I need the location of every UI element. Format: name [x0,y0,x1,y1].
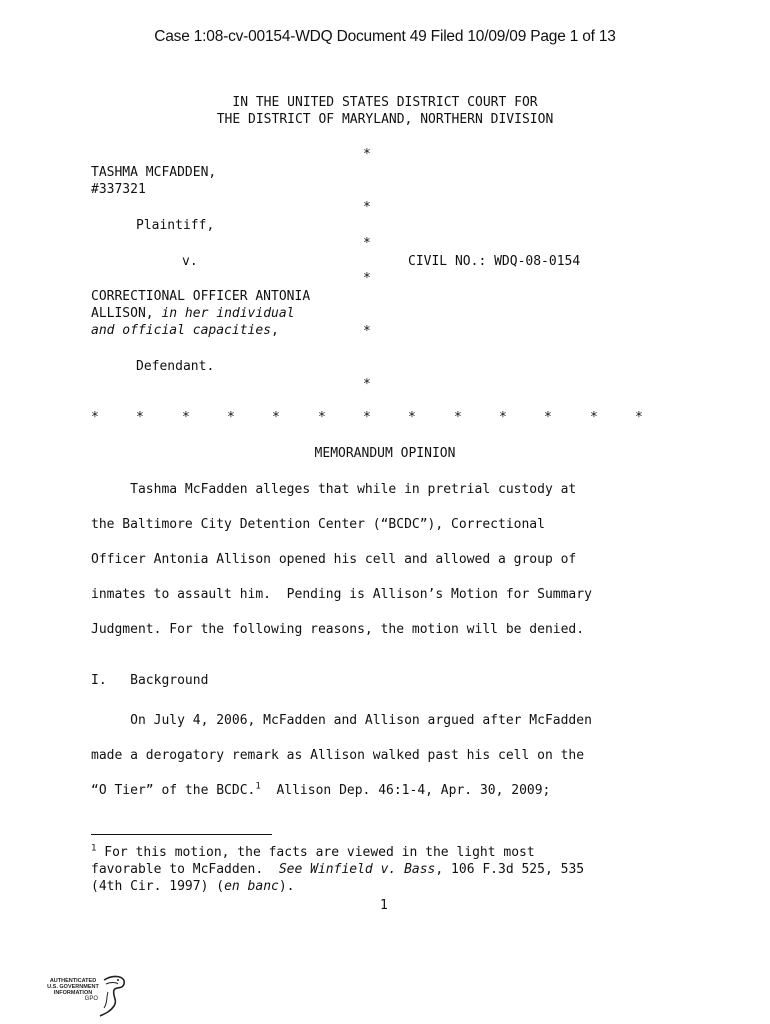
divider-star: * [227,410,235,425]
body-line: Officer Antonia Allison opened his cell and allowed a group of [91,552,577,567]
opinion-title: MEMORANDUM OPINION [314,446,456,461]
caption-star: * [363,147,371,162]
page-number: 1 [380,898,388,913]
footnote-rule [91,834,272,835]
gpo-authentication-seal [44,972,128,1018]
divider-star: * [408,410,416,425]
section-heading: I. Background [91,673,209,688]
body-line: inmates to assault him. Pending is Allison’s Motion for Summary [91,587,592,602]
eagle-icon [44,972,128,1018]
footnote-line: $^1$ For this motion, the facts are viewed in the light most [91,843,535,860]
plaintiff-number: #337321 [91,182,146,197]
defendant-line2: ALLISON, in her individual [91,306,295,321]
caption-star: * [363,377,371,392]
caption-star: * [363,200,371,215]
divider-star: * [454,410,462,425]
divider-star: * [182,410,190,425]
footnote-line: (4th Cir. 1997) (en banc). [91,879,295,894]
caption-star: * [363,271,371,286]
divider-star: * [635,410,643,425]
court-name-line1: IN THE UNITED STATES DISTRICT COURT FOR [232,95,538,110]
divider-star: * [272,410,280,425]
divider-star: * [318,410,326,425]
plaintiff-role: Plaintiff, [136,218,215,233]
footnote-line: favorable to McFadden. See Winfield v. Bass, 106 F.3d 525, 535 [91,862,585,877]
seal-text: AUTHENTICATED U.S. GOVERNMENT INFORMATION GPO [47,978,99,1002]
body-line: the Baltimore City Detention Center (“BCDC”), Correctional [91,517,545,532]
divider-star: * [136,410,144,425]
background-line: On July 4, 2006, McFadden and Allison argued after McFadden [91,713,592,728]
caption-star: * [363,324,371,339]
divider-star: * [544,410,552,425]
plaintiff-name: TASHMA MCFADDEN, [91,165,217,180]
court-name-line2: THE DISTRICT OF MARYLAND, NORTHERN DIVISION [216,112,554,127]
defendant-line1: CORRECTIONAL OFFICER ANTONIA [91,289,311,304]
civil-number: CIVIL NO.: WDQ-08-0154 [408,254,581,269]
versus: v. [182,254,198,269]
divider-star: * [91,410,99,425]
footnote-reference: 1 [255,781,261,792]
divider-star: * [363,410,371,425]
defendant-role: Defendant. [136,359,215,374]
background-line: made a derogatory remark as Allison walked past his cell on the [91,748,585,763]
body-line: Tashma McFadden alleges that while in pretrial custody at [91,482,577,497]
background-line: “O Tier” of the BCDC.$^1$ Allison Dep. 46:1-4, Apr. 30, 2009; [91,781,551,798]
defendant-line3: and official capacities, [91,323,279,338]
body-line: Judgment. For the following reasons, the motion will be denied. [91,622,585,637]
footnote-marker: 1 [91,843,97,854]
divider-star: * [499,410,507,425]
caption-star: * [363,236,371,251]
filing-header: Case 1:08-cv-00154-WDQ Document 49 Filed 10/09/09 Page 1 of 13 [154,28,616,45]
divider-star: * [590,410,598,425]
